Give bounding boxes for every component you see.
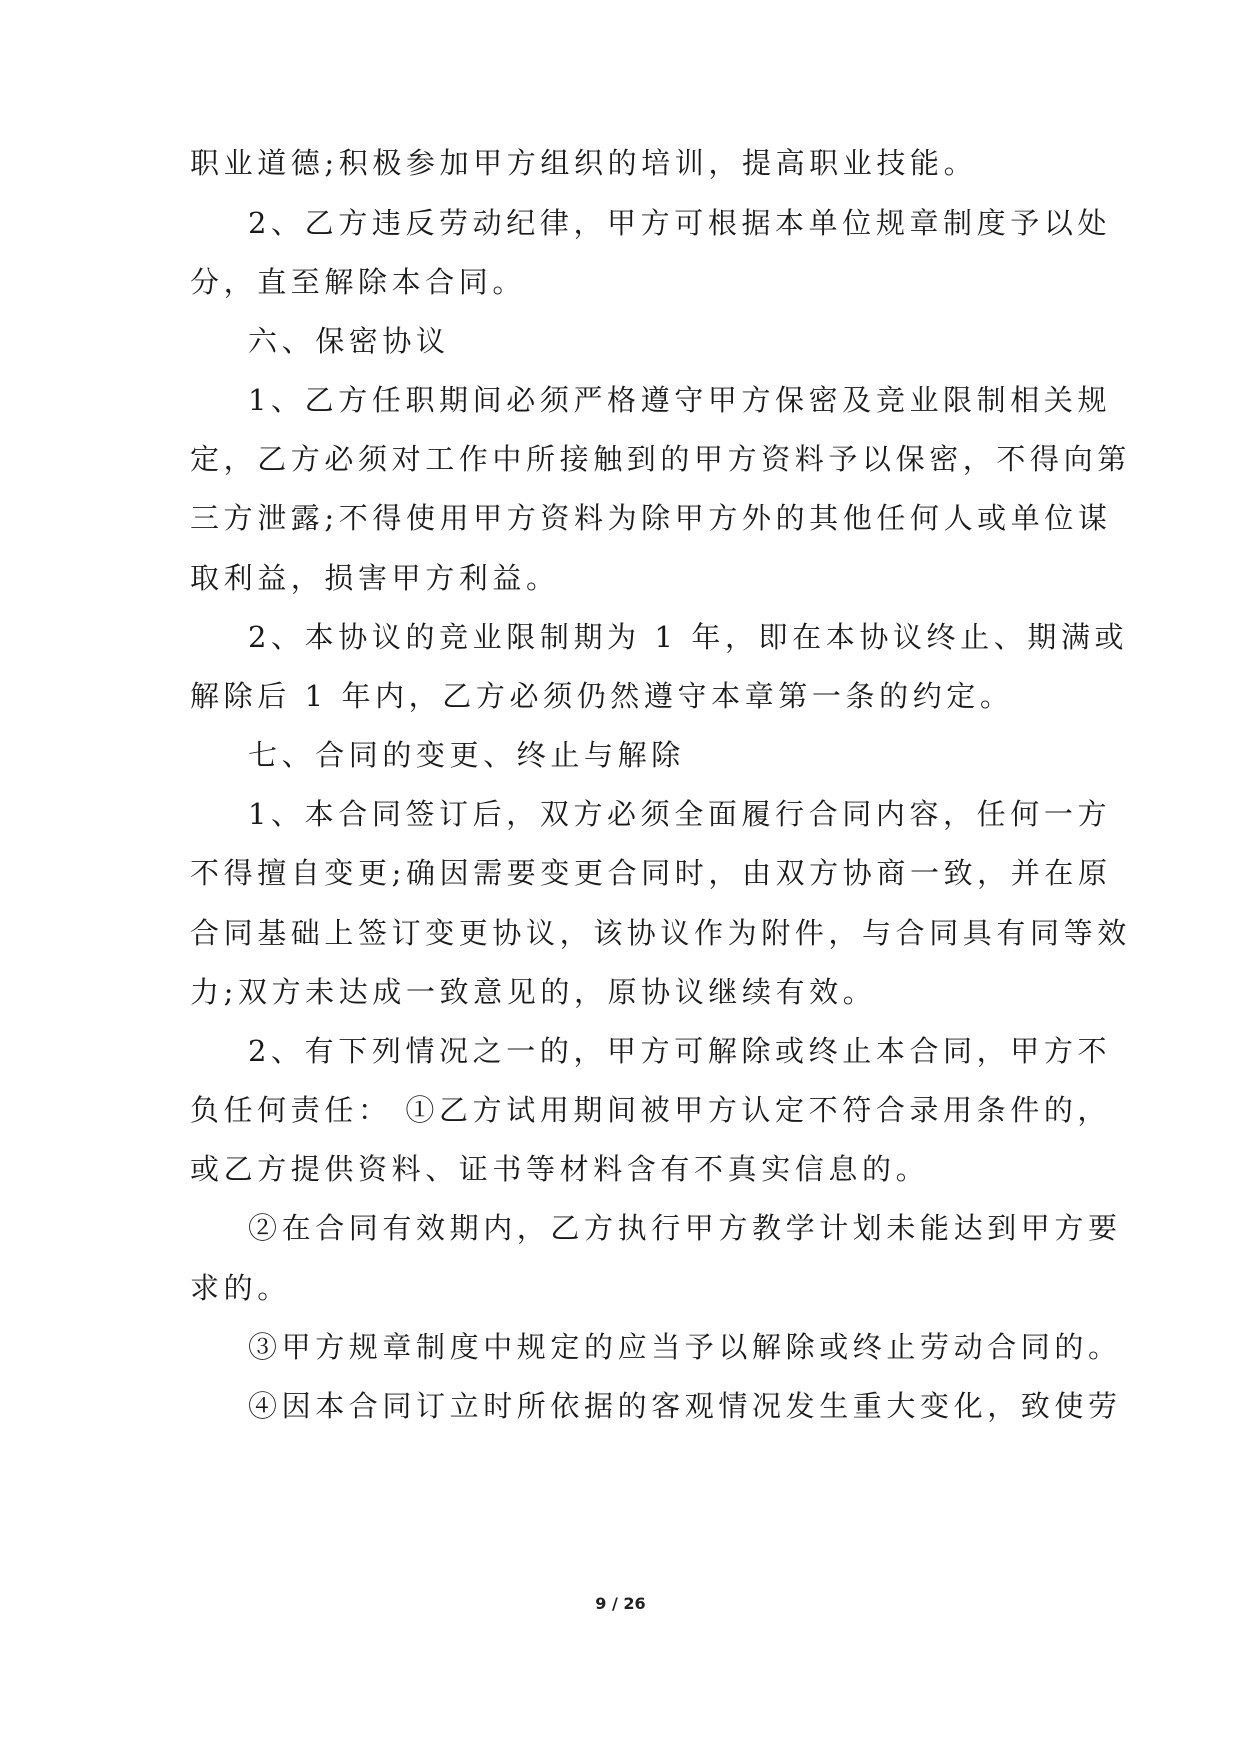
text-line: 2、本协议的竞业限制期为 1 年，即在本协议终止、期满或 xyxy=(248,620,1129,654)
text-line: 2、乙方违反劳动纪律，甲方可根据本单位规章制度予以处 xyxy=(248,206,1112,240)
section-heading: 六、保密协议 xyxy=(248,324,450,358)
text-line: ④因本合同订立时所依据的客观情况发生重大变化，致使劳 xyxy=(248,1389,1122,1423)
text-line: 或乙方提供资料、证书等材料含有不真实信息的。 xyxy=(190,1152,930,1186)
text-line: 力;双方未达成一致意见的，原协议继续有效。 xyxy=(190,975,877,1009)
text-line: ③甲方规章制度中规定的应当予以解除或终止劳动合同的。 xyxy=(248,1330,1122,1364)
text-line: ②在合同有效期内，乙方执行甲方教学计划未能达到甲方要 xyxy=(248,1211,1122,1245)
text-line: 职业道德;积极参加甲方组织的培训，提高职业技能。 xyxy=(190,146,978,180)
text-line: 2、有下列情况之一的，甲方可解除或终止本合同，甲方不 xyxy=(248,1034,1112,1068)
text-line: 合同基础上签订变更协议，该协议作为附件，与合同具有同等效 xyxy=(190,916,1131,950)
text-line: 1、本合同签订后，双方必须全面履行合同内容，任何一方 xyxy=(248,797,1112,831)
text-line: 解除后 1 年内，乙方必须仍然遵守本章第一条的约定。 xyxy=(190,679,1014,713)
text-line: 定，乙方必须对工作中所接触到的甲方资料予以保密，不得向第 xyxy=(190,442,1131,476)
text-line: 取利益，损害甲方利益。 xyxy=(190,561,560,595)
text-line: 负任何责任： ①乙方试用期间被甲方认定不符合录用条件的， xyxy=(190,1093,1112,1127)
page-number: 9 / 26 xyxy=(595,1594,646,1613)
text-line: 三方泄露;不得使用甲方资料为除甲方外的其他任何人或单位谋 xyxy=(190,501,1112,535)
text-line: 分，直至解除本合同。 xyxy=(190,265,527,299)
section-heading: 七、合同的变更、终止与解除 xyxy=(248,738,685,772)
text-line: 不得擅自变更;确因需要变更合同时，由双方协商一致，并在原 xyxy=(190,856,1112,890)
text-line: 求的。 xyxy=(190,1271,291,1305)
text-line: 1、乙方任职期间必须严格遵守甲方保密及竞业限制相关规 xyxy=(248,383,1112,417)
